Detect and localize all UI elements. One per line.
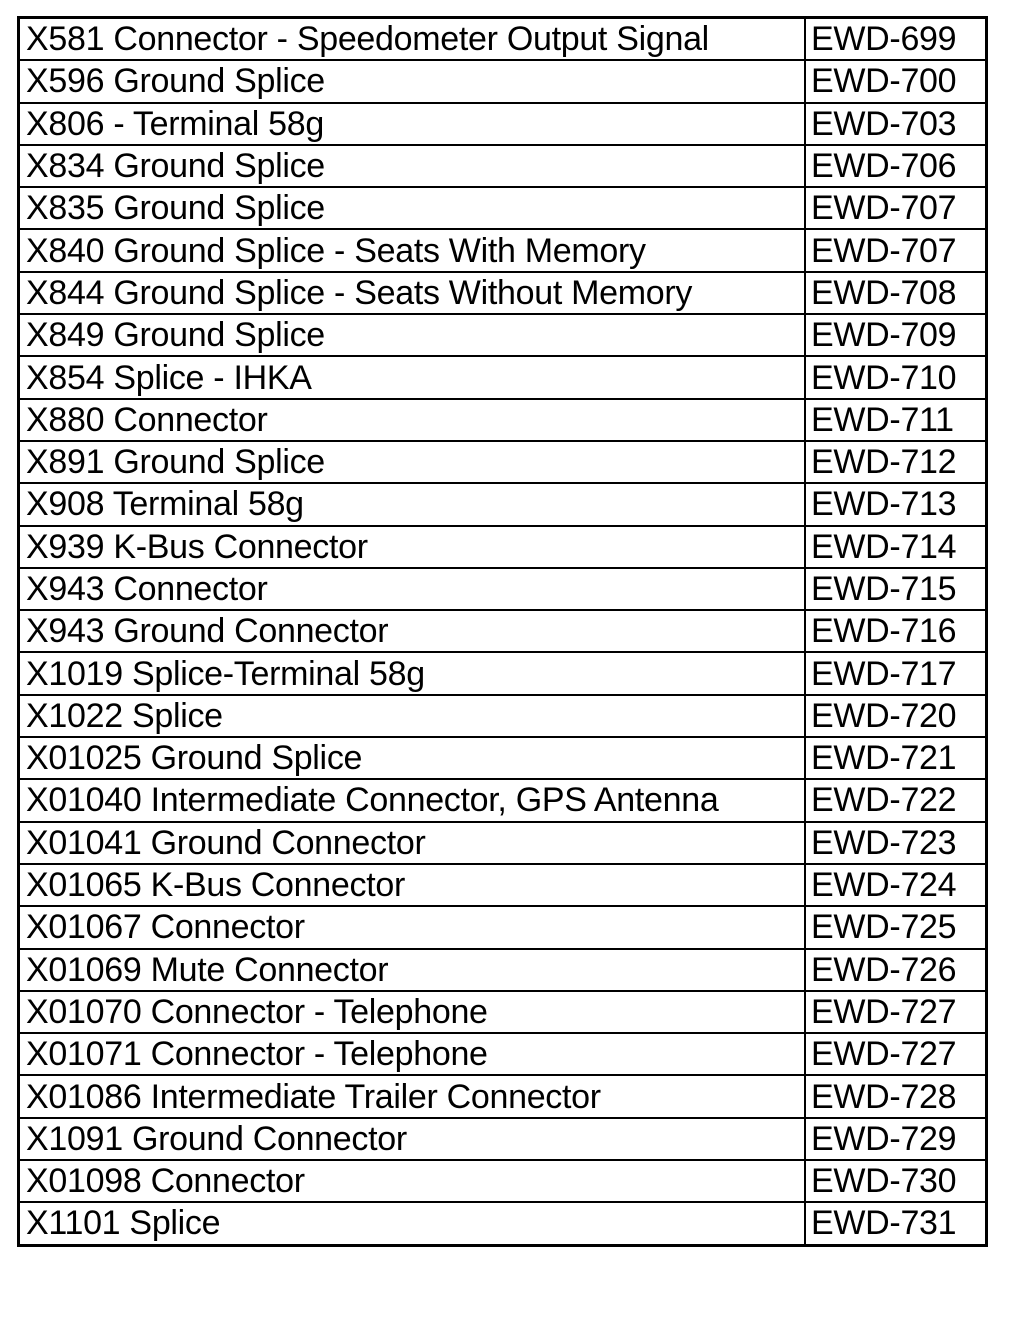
table-row <box>19 949 987 991</box>
ewd-reference-cell: EWD-708 <box>805 272 987 314</box>
connector-description-cell: X596 Ground Splice <box>19 60 806 102</box>
connector-description-cell: X01065 K-Bus Connector <box>19 864 806 906</box>
connector-description-cell: X806 - Terminal 58g <box>19 103 806 145</box>
connector-description-cell: X01025 Ground Splice <box>19 737 806 779</box>
ewd-reference-cell: EWD-731 <box>805 1202 987 1245</box>
connector-description-cell: X854 Splice - IHKA <box>19 356 806 398</box>
ewd-reference-cell: EWD-720 <box>805 695 987 737</box>
table-row <box>19 906 987 948</box>
ewd-reference-cell: EWD-700 <box>805 60 987 102</box>
table-row <box>19 356 987 398</box>
table-row <box>19 864 987 906</box>
table-row <box>19 272 987 314</box>
connector-description-cell: X1101 Splice <box>19 1202 806 1245</box>
table-row <box>19 145 987 187</box>
table-row <box>19 737 987 779</box>
ewd-reference-cell: EWD-724 <box>805 864 987 906</box>
connector-description-cell: X01067 Connector <box>19 906 806 948</box>
table-row <box>19 1202 987 1245</box>
ewd-reference-cell: EWD-707 <box>805 187 987 229</box>
table-row <box>19 60 987 102</box>
ewd-reference-cell: EWD-728 <box>805 1075 987 1117</box>
ewd-reference-cell: EWD-726 <box>805 949 987 991</box>
connector-description-cell: X891 Ground Splice <box>19 441 806 483</box>
connector-description-cell: X01086 Intermediate Trailer Connector <box>19 1075 806 1117</box>
table-body <box>19 18 987 1246</box>
ewd-reference-cell: EWD-721 <box>805 737 987 779</box>
ewd-reference-cell: EWD-711 <box>805 399 987 441</box>
connector-description-cell: X849 Ground Splice <box>19 314 806 356</box>
table-row <box>19 18 987 61</box>
ewd-reference-cell: EWD-729 <box>805 1118 987 1160</box>
ewd-reference-cell: EWD-707 <box>805 229 987 271</box>
table-row <box>19 779 987 821</box>
connector-description-cell: X01069 Mute Connector <box>19 949 806 991</box>
connector-index-table <box>17 16 988 1247</box>
connector-description-cell: X1091 Ground Connector <box>19 1118 806 1160</box>
ewd-reference-cell: EWD-699 <box>805 18 987 61</box>
connector-description-cell: X943 Ground Connector <box>19 610 806 652</box>
connector-description-cell: X835 Ground Splice <box>19 187 806 229</box>
table-row <box>19 1033 987 1075</box>
connector-description-cell: X01070 Connector - Telephone <box>19 991 806 1033</box>
ewd-reference-cell: EWD-712 <box>805 441 987 483</box>
ewd-reference-cell: EWD-709 <box>805 314 987 356</box>
table-row <box>19 526 987 568</box>
table-row <box>19 483 987 525</box>
ewd-reference-cell: EWD-722 <box>805 779 987 821</box>
connector-description-cell: X01071 Connector - Telephone <box>19 1033 806 1075</box>
connector-description-cell: X1019 Splice-Terminal 58g <box>19 652 806 694</box>
ewd-reference-cell: EWD-723 <box>805 822 987 864</box>
connector-description-cell: X581 Connector - Speedometer Output Signal <box>19 18 806 61</box>
ewd-reference-cell: EWD-713 <box>805 483 987 525</box>
connector-description-cell: X01040 Intermediate Connector, GPS Antenna <box>19 779 806 821</box>
table-row <box>19 568 987 610</box>
ewd-reference-cell: EWD-716 <box>805 610 987 652</box>
connector-description-cell: X01098 Connector <box>19 1160 806 1202</box>
table-row <box>19 652 987 694</box>
table-row <box>19 314 987 356</box>
table-row <box>19 1075 987 1117</box>
ewd-reference-cell: EWD-706 <box>805 145 987 187</box>
connector-description-cell: X908 Terminal 58g <box>19 483 806 525</box>
ewd-reference-cell: EWD-727 <box>805 991 987 1033</box>
connector-description-cell: X880 Connector <box>19 399 806 441</box>
connector-description-cell: X943 Connector <box>19 568 806 610</box>
connector-description-cell: X01041 Ground Connector <box>19 822 806 864</box>
table-row <box>19 991 987 1033</box>
table-row <box>19 822 987 864</box>
connector-description-cell: X1022 Splice <box>19 695 806 737</box>
connector-description-cell: X844 Ground Splice - Seats Without Memory <box>19 272 806 314</box>
table-row <box>19 695 987 737</box>
table-row <box>19 1160 987 1202</box>
ewd-reference-cell: EWD-717 <box>805 652 987 694</box>
table-row <box>19 187 987 229</box>
ewd-reference-cell: EWD-730 <box>805 1160 987 1202</box>
ewd-reference-cell: EWD-710 <box>805 356 987 398</box>
table-row <box>19 1118 987 1160</box>
ewd-reference-cell: EWD-703 <box>805 103 987 145</box>
ewd-reference-cell: EWD-714 <box>805 526 987 568</box>
connector-description-cell: X834 Ground Splice <box>19 145 806 187</box>
ewd-reference-cell: EWD-725 <box>805 906 987 948</box>
table-row <box>19 441 987 483</box>
connector-description-cell: X939 K-Bus Connector <box>19 526 806 568</box>
table-row <box>19 229 987 271</box>
table-row <box>19 103 987 145</box>
table-row <box>19 399 987 441</box>
ewd-reference-cell: EWD-727 <box>805 1033 987 1075</box>
connector-description-cell: X840 Ground Splice - Seats With Memory <box>19 229 806 271</box>
ewd-reference-cell: EWD-715 <box>805 568 987 610</box>
table-row <box>19 610 987 652</box>
